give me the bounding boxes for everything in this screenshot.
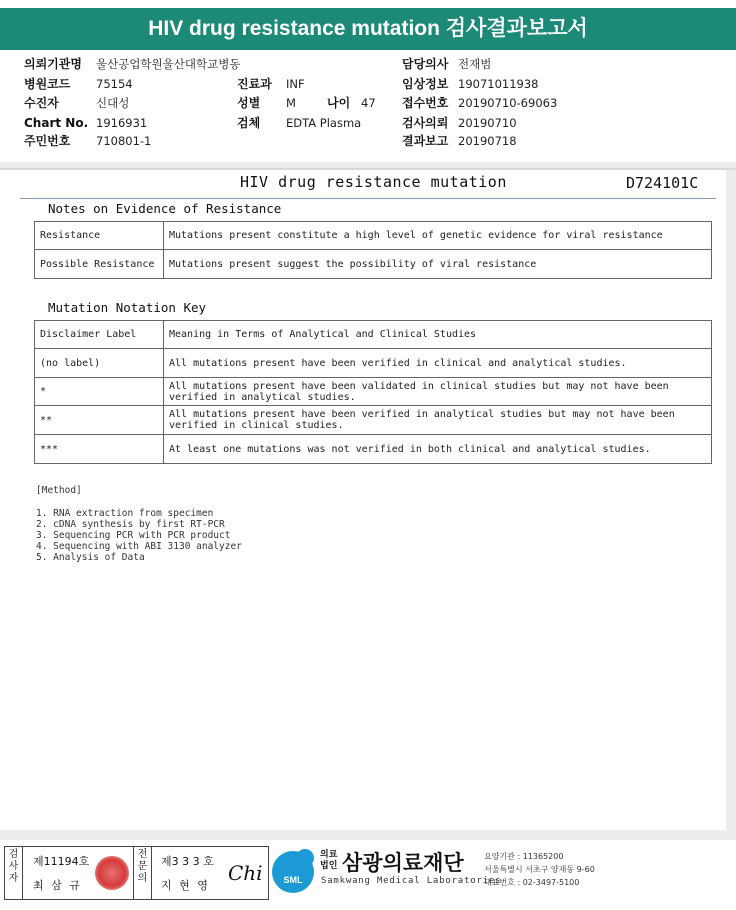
specialist-license: 제3 3 3 호 <box>161 855 214 868</box>
separator-line <box>0 168 736 170</box>
row-label: Disclaimer Label <box>35 321 164 349</box>
info-row <box>24 132 724 150</box>
evidence-table <box>34 221 712 279</box>
info-label: 담당의사 <box>402 57 449 71</box>
tester-seal <box>95 856 129 890</box>
tester-role: 검사자 <box>5 847 23 899</box>
info-label: 주민번호 <box>24 134 71 148</box>
info-value: 20190710-69063 <box>458 96 558 110</box>
method-step: 3. Sequencing PCR with PCR product <box>36 530 231 541</box>
info-label: Chart No. <box>24 116 89 130</box>
info-value: 19071011938 <box>458 77 539 91</box>
page-side-margin <box>726 170 736 840</box>
info-value: 1916931 <box>96 116 148 130</box>
logo-badge: SML <box>283 875 303 885</box>
specialist-signature: Chi <box>228 861 263 885</box>
row-text: Mutations present suggest the possibility of viral resistance <box>164 250 712 279</box>
table-row <box>35 321 712 349</box>
info-value: INF <box>286 77 305 91</box>
age-value: 47 <box>361 96 376 110</box>
table-row <box>35 378 712 406</box>
sml-logo-icon <box>272 851 314 893</box>
row-label: Resistance <box>35 222 164 250</box>
row-text: At least one mutations was not verified in both clinical and analytical studies. <box>164 435 712 464</box>
evidence-heading: Notes on Evidence of Resistance <box>48 201 282 216</box>
specialist-role: 전문의 <box>134 847 152 899</box>
org-prefix-bottom: 법인 <box>320 861 338 871</box>
info-label: 병원코드 <box>24 77 71 91</box>
info-label: 진료과 <box>237 77 272 91</box>
row-label: * <box>35 378 164 406</box>
method-step: 2. cDNA synthesis by first RT-PCR <box>36 519 225 530</box>
specialist-box <box>133 846 269 900</box>
org-contact <box>484 850 595 889</box>
specialist-name: 지 현 영 <box>161 879 210 892</box>
info-row <box>24 114 724 132</box>
info-value: 710801-1 <box>96 134 152 148</box>
report-title-bar <box>0 8 736 50</box>
tester-box <box>4 846 134 900</box>
notation-table <box>34 320 712 464</box>
info-label: 수진자 <box>24 96 59 110</box>
method-heading: [Method] <box>36 485 82 496</box>
table-row <box>35 250 712 279</box>
info-value: EDTA Plasma <box>286 116 362 130</box>
info-value: 울산공업학원울산대학교병동 <box>96 57 241 71</box>
method-section <box>36 485 242 563</box>
tester-name: 최 삼 규 <box>33 879 82 892</box>
row-text: All mutations present have been verified in analytical studies but may not have been verified in clinical studies. <box>164 406 712 435</box>
info-label: 검체 <box>237 116 261 130</box>
info-value: M <box>286 96 296 110</box>
org-code: 요양기관 : 11365200 <box>484 852 564 861</box>
report-title: HIV drug resistance mutation 검사결과보고서 <box>148 17 588 40</box>
table-row <box>35 435 712 464</box>
table-row <box>35 349 712 378</box>
footer-band <box>0 830 736 840</box>
org-prefix <box>320 850 337 872</box>
tester-license: 제11194호 <box>33 855 90 868</box>
info-label: 의뢰기관명 <box>24 57 82 71</box>
method-step: 1. RNA extraction from specimen <box>36 508 214 519</box>
notation-heading: Mutation Notation Key <box>48 300 207 315</box>
row-text: All mutations present have been verified in clinical and analytical studies. <box>164 349 712 378</box>
patient-info <box>24 55 724 155</box>
table-row <box>35 222 712 250</box>
row-label: (no label) <box>35 349 164 378</box>
info-label: 접수번호 <box>402 96 449 110</box>
info-value: 20190710 <box>458 116 517 130</box>
table-row <box>35 406 712 435</box>
org-address: 서울특별시 서초구 양재동 9-60 <box>484 865 595 874</box>
row-text: Meaning in Terms of Analytical and Clinical Studies <box>164 321 712 349</box>
section-title: HIV drug resistance mutation <box>240 173 507 191</box>
method-step: 4. Sequencing with ABI 3130 analyzer <box>36 541 242 552</box>
row-label: *** <box>35 435 164 464</box>
row-label: Possible Resistance <box>35 250 164 279</box>
info-value: 전재범 <box>458 57 492 71</box>
report-code: D724101C <box>626 174 699 192</box>
info-row <box>24 55 724 73</box>
org-english-name: Samkwang Medical Laboratories <box>321 876 502 886</box>
info-row <box>24 75 724 93</box>
info-label: 결과보고 <box>402 134 449 148</box>
age-label: 나이 <box>327 96 351 110</box>
method-step: 5. Analysis of Data <box>36 552 145 563</box>
info-value: 75154 <box>96 77 133 91</box>
title-rule <box>20 198 716 199</box>
info-label: 성별 <box>237 96 261 110</box>
info-value: 20190718 <box>458 134 517 148</box>
org-prefix-top: 의료 <box>320 850 338 860</box>
info-label: 검사의뢰 <box>402 116 449 130</box>
row-text: All mutations present have been validated in clinical studies but may not have been verified in analytical studies. <box>164 378 712 406</box>
info-row <box>24 94 724 112</box>
org-phone: 대표번호 : 02-3497-5100 <box>484 878 580 887</box>
row-text: Mutations present constitute a high level of genetic evidence for viral resistance <box>164 222 712 250</box>
org-name: 삼광의료재단 <box>342 851 464 875</box>
info-value: 신대성 <box>96 96 130 110</box>
info-label: 임상정보 <box>402 77 449 91</box>
row-label: ** <box>35 406 164 435</box>
